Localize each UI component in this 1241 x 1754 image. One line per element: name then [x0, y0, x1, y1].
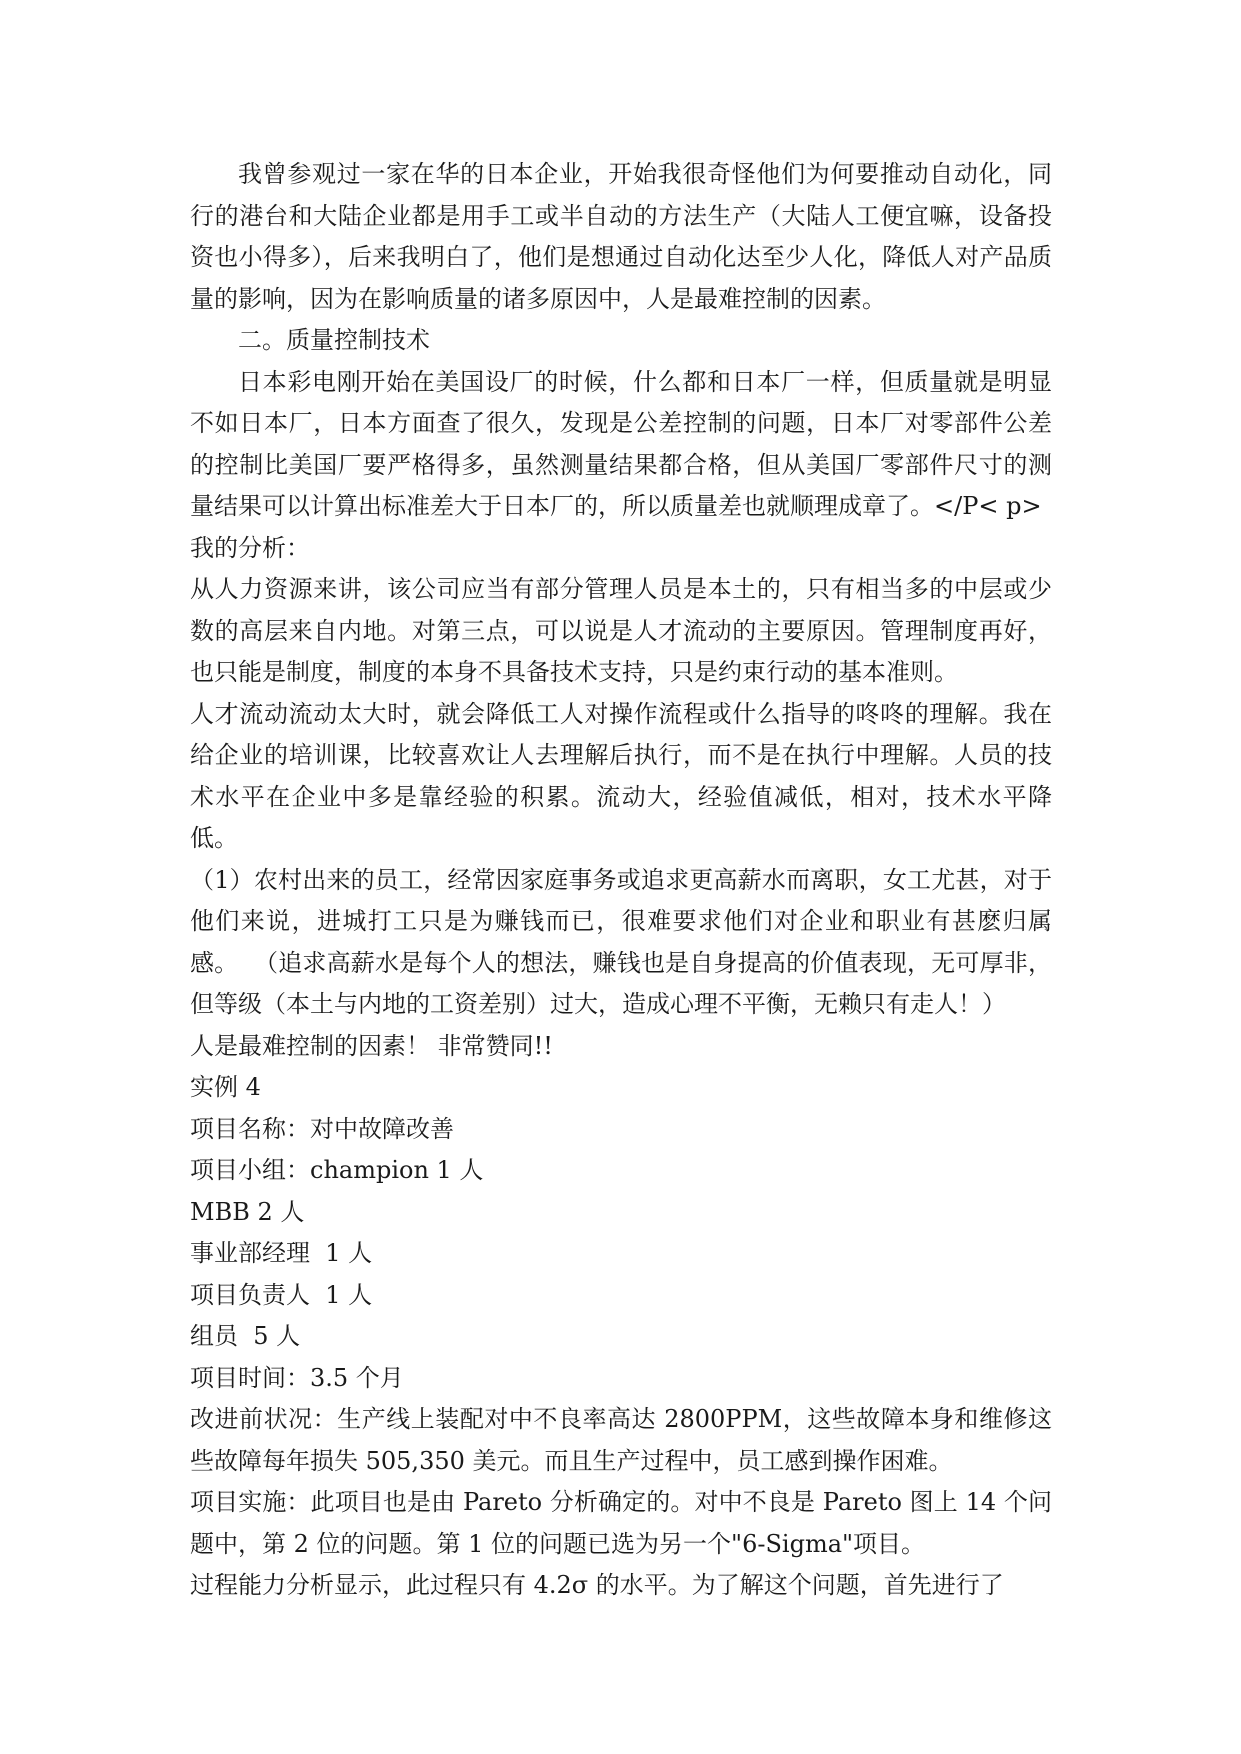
paragraph-division-manager: 事业部经理 1 人 [190, 1239, 373, 1267]
paragraph-project-leader: 项目负责人 1 人 [190, 1280, 373, 1309]
paragraph-talent-turnover: 人才流动流动太大时，就会降低工人对操作流程或什么指导的咚咚的理解。我在给企业的培训课，比较喜欢让人去理解后执行，而不是在执行中理解。人员的技术水平在企业中多是靠经验的积累。流动大，经验值减低，相对，技术水平降低。 [190, 699, 1052, 852]
section-heading-quality-control: 二。质量控制技术 [238, 326, 430, 354]
document-page [190, 154, 1052, 1607]
paragraph-project-team: 项目小组：champion 1 人 [190, 1156, 484, 1184]
paragraph-people-hardest: 人是最难控制的因素！ 非常赞同!! [190, 1031, 553, 1060]
paragraph-mbb: MBB 2 人 [190, 1197, 305, 1226]
paragraph-color-tv-tolerance: 日本彩电刚开始在美国设厂的时候，什么都和日本厂一样，但质量就是明显不如日本厂，日本方面查了很久，发现是公差控制的问题，日本厂对零部件公差的控制比美国厂要严格得多，虽然测量结果都合格，但从美国厂零部件尺寸的测量结果可以计算出标准差大于日本厂的，所以质量差也就顺理成章了。</P< p> [190, 367, 1052, 520]
paragraph-team-members: 组员 5 人 [190, 1322, 301, 1350]
paragraph-human-resources: 从人力资源来讲，该公司应当有部分管理人员是本土的，只有相当多的中层或少数的高层来自内地。对第三点，可以说是人才流动的主要原因。管理制度再好，也只能是制度，制度的本身不具备技术支持，只是约束行动的基本准则。 [190, 575, 1052, 686]
paragraph-my-analysis-label: 我的分析： [190, 533, 310, 562]
paragraph-project-duration: 项目时间：3.5 个月 [190, 1363, 404, 1392]
paragraph-automation-visit: 我曾参观过一家在华的日本企业，开始我很奇怪他们为何要推动自动化，同行的港台和大陆企业都是用手工或半自动的方法生产（大陆人工便宜嘛，设备投资也小得多），后来我明白了，他们是想通过自动化达至少人化，降低人对产品质量的影响，因为在影响质量的诸多原因中，人是最难控制的因素。 [190, 160, 1052, 313]
paragraph-before-improvement: 改进前状况：生产线上装配对中不良率高达 2800PPM，这些故障本身和维修这些故障每年损失 505,350 美元。而且生产过程中，员工感到操作困难。 [190, 1405, 1052, 1475]
paragraph-example-4: 实例 4 [190, 1073, 261, 1101]
paragraph-project-implementation: 项目实施：此项目也是由 Pareto 分析确定的。对中不良是 Pareto 图上 14 个问题中，第 2 位的问题。第 1 位的问题已选为另一个"6-Sigma"项目。 [190, 1488, 1052, 1558]
paragraph-project-name: 项目名称：对中故障改善 [190, 1114, 454, 1143]
paragraph-rural-workers: （1）农村出来的员工，经常因家庭事务或追求更高薪水而离职，女工尤甚，对于他们来说，进城打工只是为赚钱而已，很难要求他们对企业和职业有甚麽归属感。 （追求高薪水是每个人的想法，赚钱也是自身提高的价值表现，无可厚非，但等级（本土与内地的工资差别）过大，造成心理不平衡，无赖只有走人！） [190, 865, 1052, 1018]
paragraph-process-capability: 过程能力分析显示，此过程只有 4.2σ 的水平。为了解这个问题，首先进行了 [190, 1571, 1004, 1599]
